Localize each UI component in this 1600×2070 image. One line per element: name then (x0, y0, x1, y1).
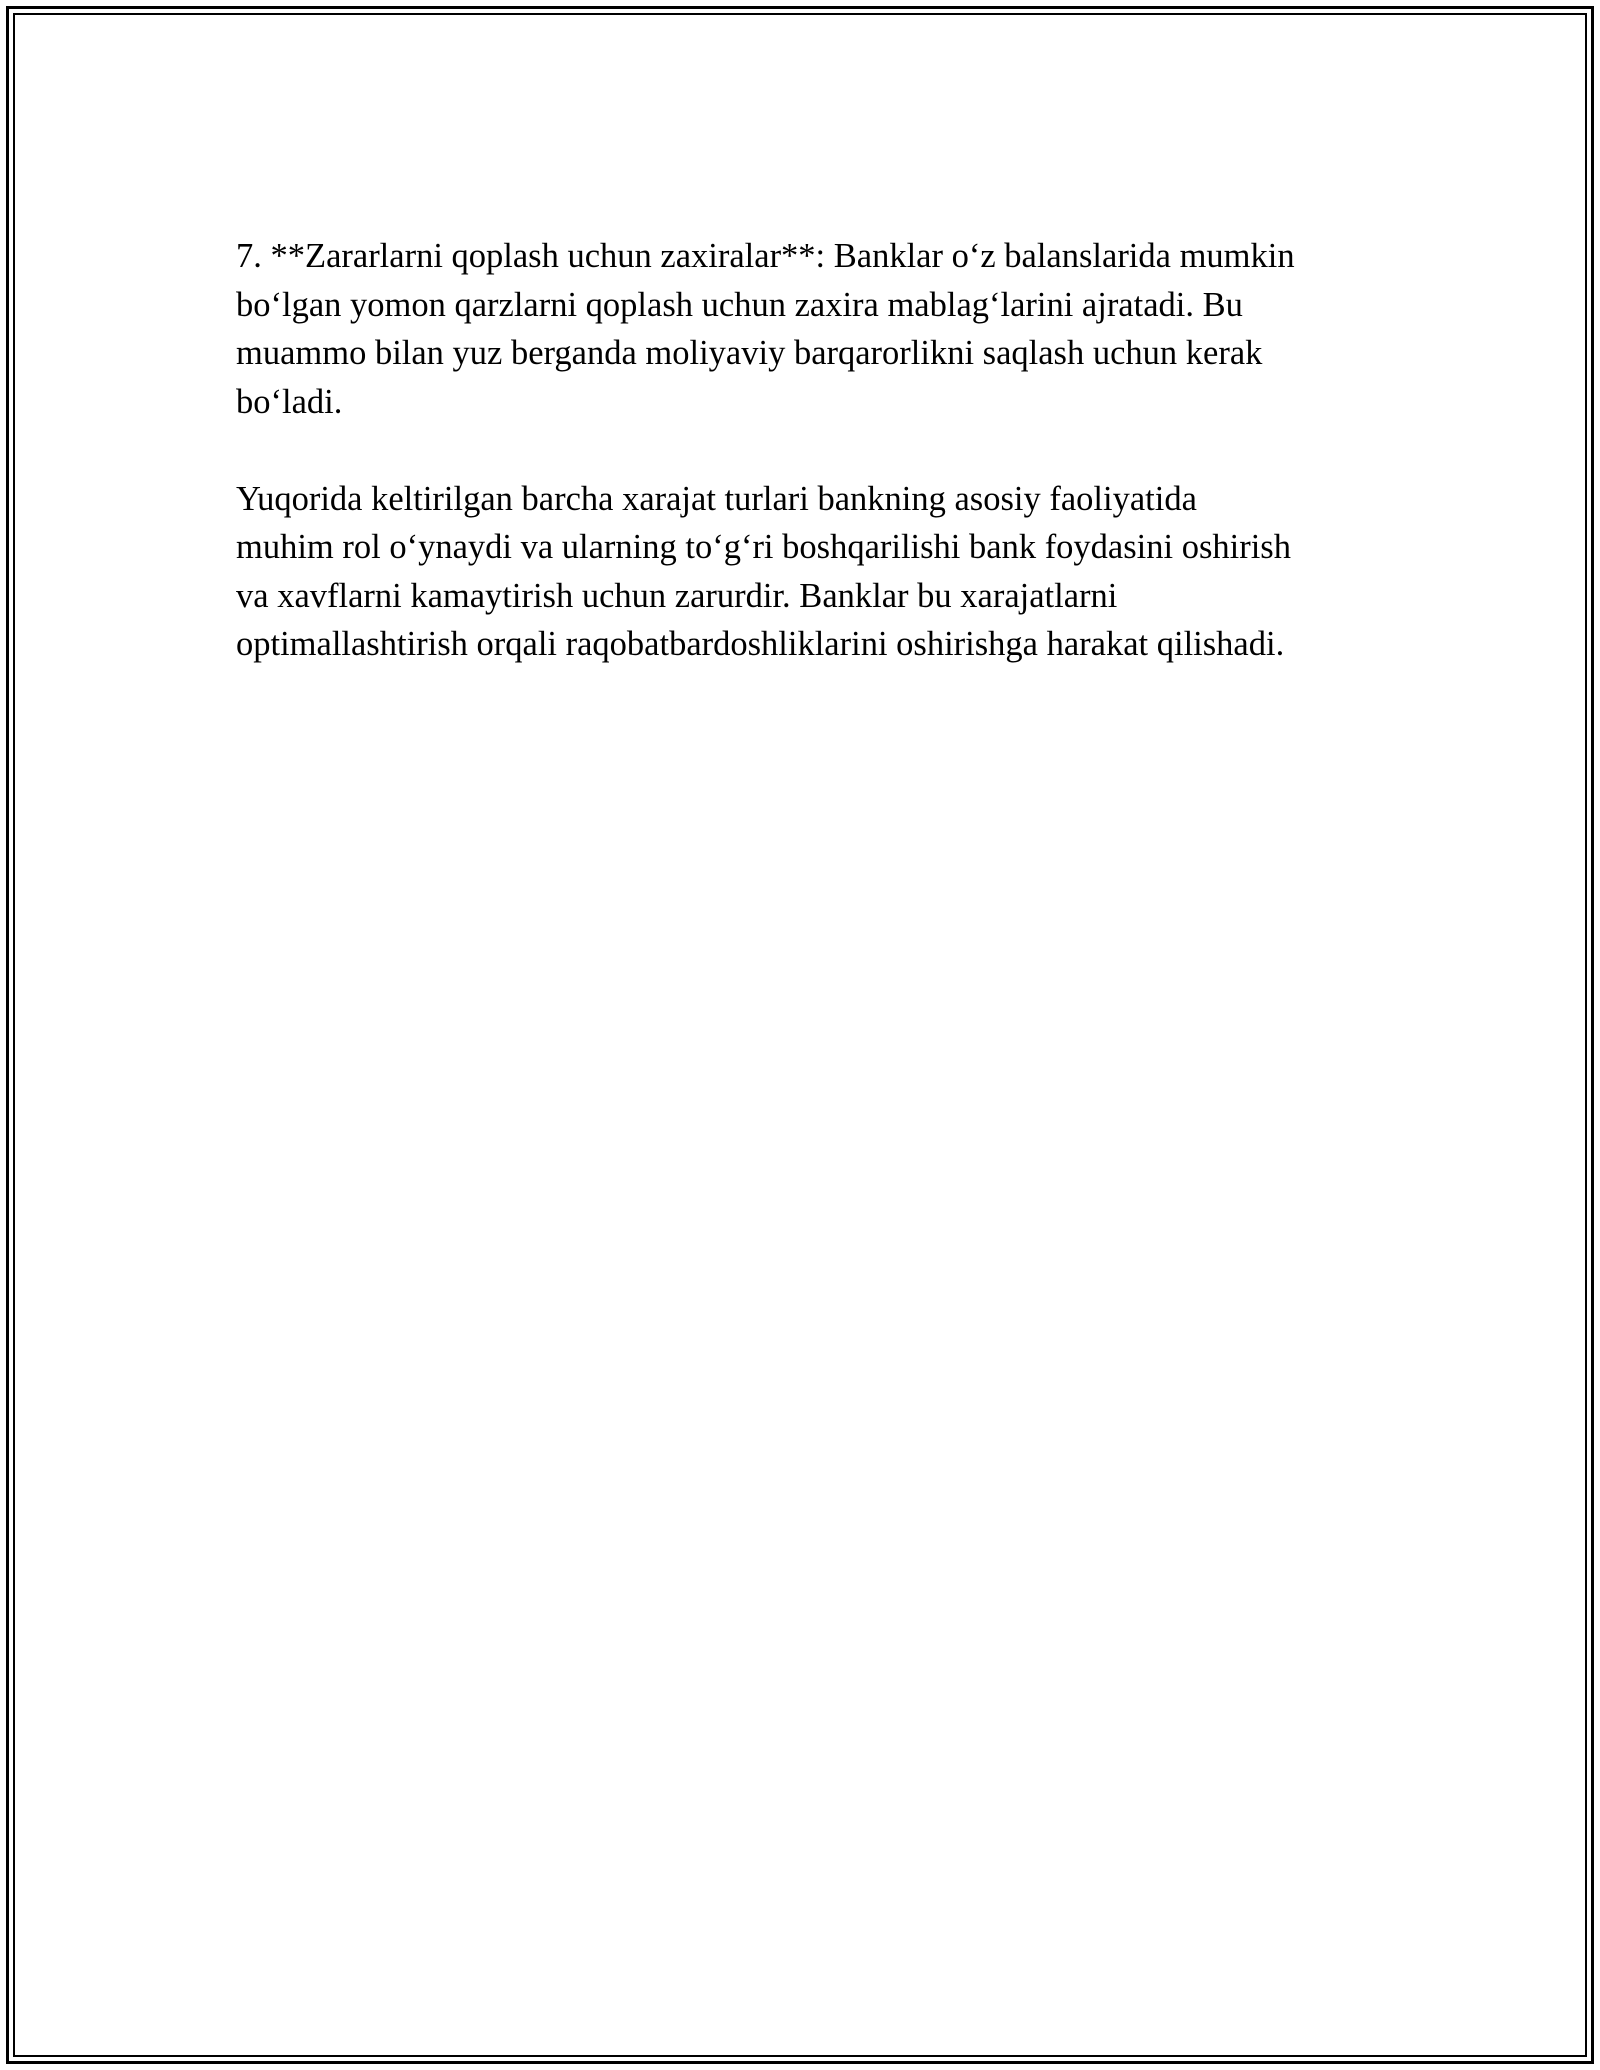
text-line: Yuqorida keltirilgan barcha xarajat turlari bankning asosiy faoliyatida (236, 479, 1197, 518)
paragraph-loss-reserves (236, 232, 1416, 426)
text-line: bo‘ladi. (236, 382, 343, 421)
text-line: 7. **Zararlarni qoplash uchun zaxiralar**: Banklar o‘z balanslarida mumkin (236, 237, 1295, 275)
text-line: va xavflarni kamaytirish uchun zarurdir. Banklar bu xarajatlarni (236, 576, 1118, 615)
text-line: optimallashtirish orqali raqobatbardoshliklarini oshirishga harakat qilishadi. (236, 625, 1285, 663)
document-body (236, 232, 1416, 669)
paragraph-conclusion (236, 475, 1416, 669)
text-line: muammo bilan yuz berganda moliyaviy barqarorlikni saqlash uchun kerak (236, 334, 1263, 372)
text-line: muhim rol o‘ynaydi va ularning to‘g‘ri boshqarilishi bank foydasini oshirish (236, 528, 1291, 566)
text-line: bo‘lgan yomon qarzlarni qoplash uchun zaxira mablag‘larini ajratadi. Bu (236, 285, 1243, 324)
